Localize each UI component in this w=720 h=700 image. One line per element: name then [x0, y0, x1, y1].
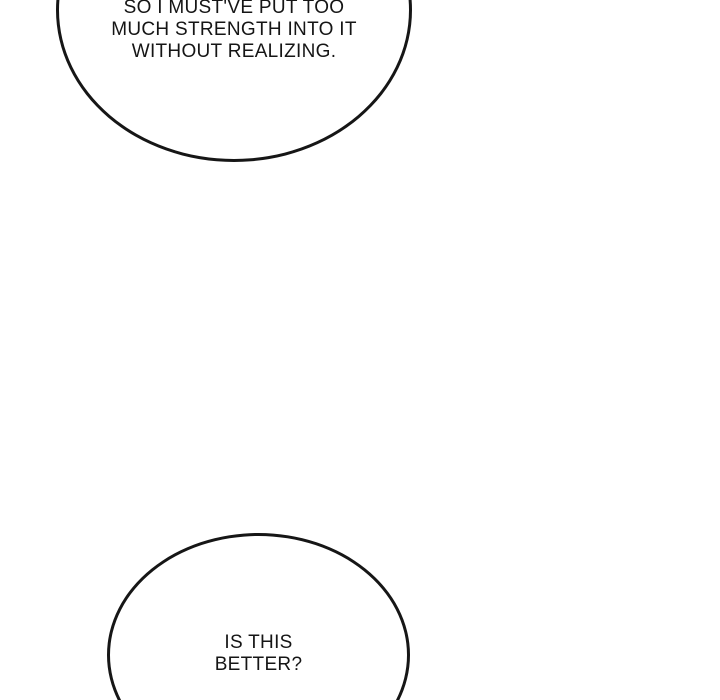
- speech-line: WITHOUT REALIZING.: [131, 41, 337, 62]
- speech-line: IS THIS: [224, 632, 293, 653]
- speech-line: MUCH STRENGTH INTO IT: [111, 19, 357, 40]
- speech-bubble-top-text: [56, 0, 412, 63]
- speech-bubble-bottom-text: [107, 632, 410, 676]
- speech-line: SO I MUST'VE PUT TOO: [123, 0, 345, 18]
- speech-line: BETTER?: [214, 654, 303, 675]
